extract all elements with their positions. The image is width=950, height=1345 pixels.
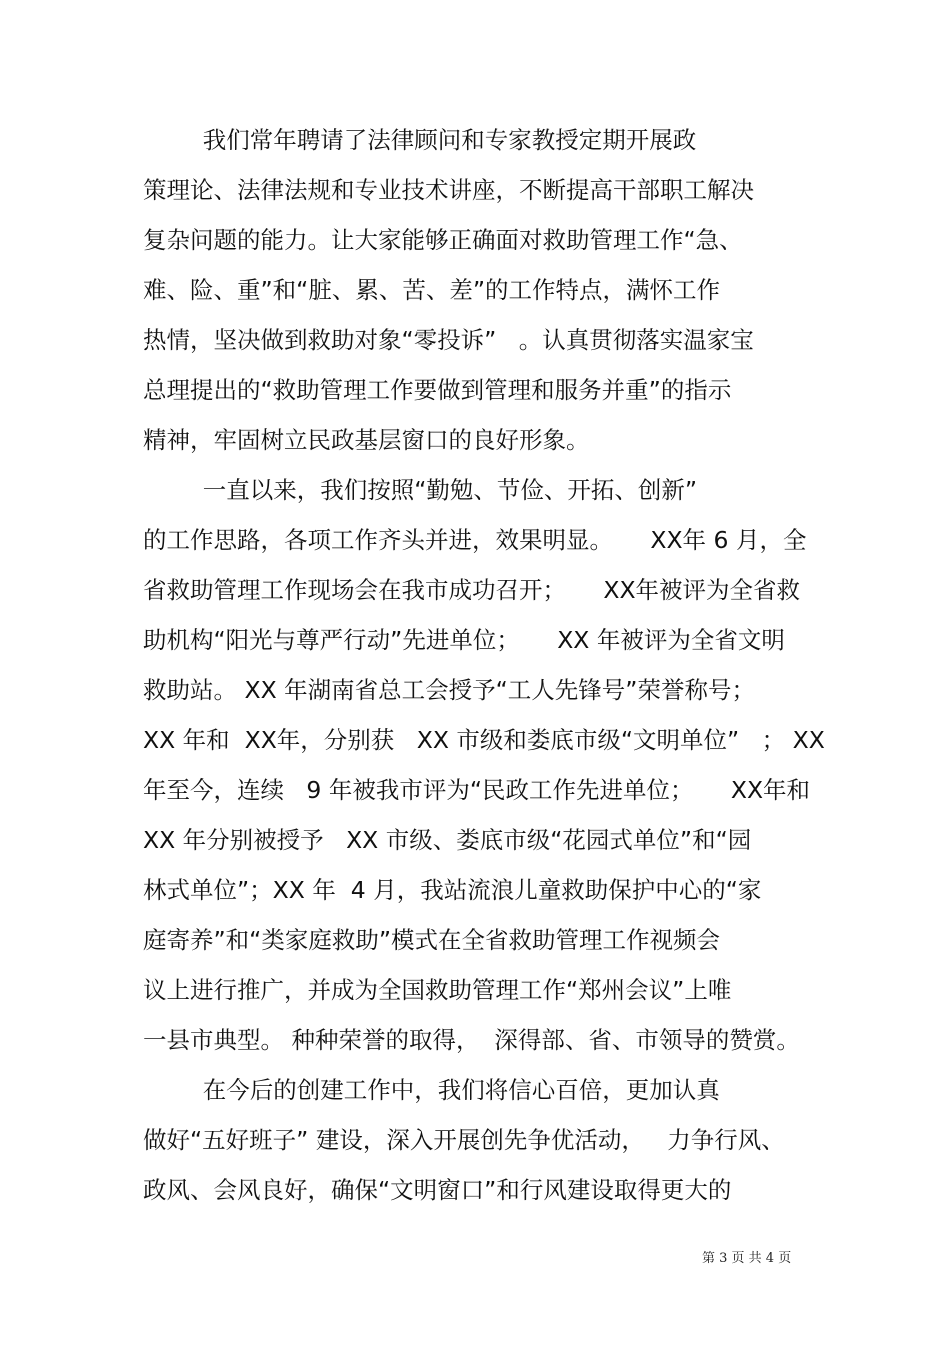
text-line: 政风、会风良好，确保“文明窗口”和行风建设取得更大的 — [143, 1176, 732, 1204]
text-line: 做好“五好班子” 建设，深入开展创先争优活动， 力争行风、 — [143, 1126, 785, 1154]
text-line: 省救助管理工作现场会在我市成功召开； XX年被评为全省救 — [143, 576, 801, 604]
text-line: 一直以来，我们按照“勤勉、节俭、开拓、创新” — [143, 476, 698, 504]
text-line: XX 年分别被授予 XX 市级、娄底市级“花园式单位”和“园 — [143, 826, 752, 854]
text-line: 总理提出的“救助管理工作要做到管理和服务并重”的指示 — [143, 376, 732, 404]
text-line: XX 年和 XX年，分别获 XX 市级和娄底市级“文明单位” ； XX — [143, 726, 825, 754]
text-line: 助机构“阳光与尊严行动”先进单位； XX 年被评为全省文明 — [143, 626, 785, 654]
text-line: 热情，坚决做到救助对象“零投诉” 。认真贯彻落实温家宝 — [143, 326, 754, 354]
text-line: 精神，牢固树立民政基层窗口的良好形象。 — [143, 426, 590, 454]
text-line: 我们常年聘请了法律顾问和专家教授定期开展政 — [143, 126, 697, 154]
text-line: 议上进行推广，并成为全国救助管理工作“郑州会议”上唯 — [143, 976, 732, 1004]
text-line: 难、险、重”和“脏、累、苦、差”的工作特点，满怀工作 — [143, 276, 721, 304]
text-line: 策理论、法律法规和专业技术讲座，不断提高干部职工解决 — [143, 176, 754, 204]
page-number: 第 3 页 共 4 页 — [702, 1251, 792, 1266]
text-line: 年至今，连续 9 年被我市评为“民政工作先进单位； XX年和 — [143, 776, 811, 804]
text-line: 庭寄养”和“类家庭救助”模式在全省救助管理工作视频会 — [143, 926, 721, 954]
text-line: 一县市典型。 种种荣誉的取得， 深得部、省、市领导的赞赏。 — [143, 1026, 800, 1054]
text-line: 林式单位”；XX 年 4 月，我站流浪儿童救助保护中心的“家 — [143, 876, 762, 904]
text-line: 在今后的创建工作中，我们将信心百倍，更加认真 — [143, 1076, 720, 1104]
text-line: 的工作思路，各项工作齐头并进，效果明显。 XX年 6 月，全 — [143, 526, 807, 554]
text-line: 复杂问题的能力。让大家能够正确面对救助管理工作“急、 — [143, 226, 743, 254]
text-line: 救助站。 XX 年湖南省总工会授予“工人先锋号”荣誉称号； — [143, 676, 755, 704]
